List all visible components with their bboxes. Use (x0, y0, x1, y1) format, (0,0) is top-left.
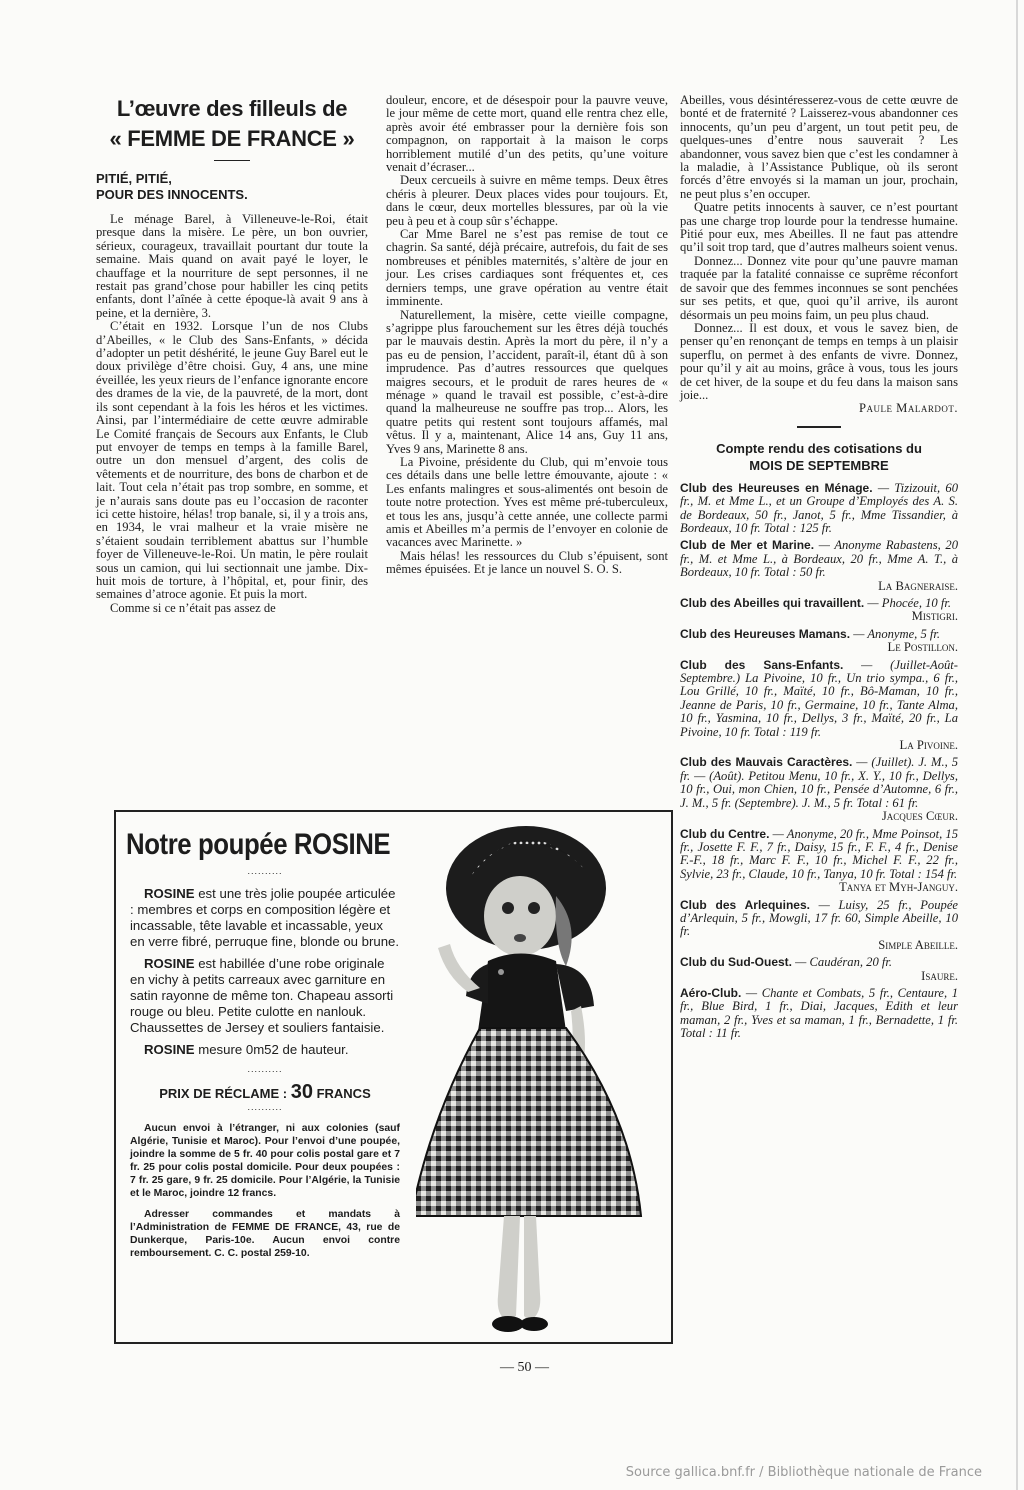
price-unit: FRANCS (316, 1086, 371, 1101)
ad-dots: .......... (247, 1102, 283, 1112)
price-value: 30 (290, 1081, 313, 1103)
cotisation-entry (680, 628, 958, 655)
cotisation-entry (680, 987, 958, 1041)
club-name: Club des Mauvais Caractères. (680, 755, 853, 770)
club-name: Aéro-Club. (680, 985, 742, 1000)
scan-edge (1016, 0, 1018, 1490)
paragraph: Donnez... Donnez vite pour qu’une pauvre maman traquée par la fatalité connaisse ce suprême réconfort de savoir que des femmes inconnues se sont penchées sur ses petits, et que, quoi qu’il arrive, ils auront désormais un peu moins faim, un peu plus chaud. (680, 253, 958, 322)
title-rule (214, 160, 250, 161)
ad-bold-name: ROSINE (144, 1042, 195, 1057)
article-column-1 (96, 94, 368, 615)
club-name: Club des Heureuses Mamans. (680, 626, 851, 641)
club-name: Club des Sans-Enfants. (680, 657, 844, 672)
paragraph: Car Mme Barel ne s’est pas remise de tout ce chagrin. Sa santé, déjà précaire, autrefois, du fait de ses nombreuses et pénibles maternités, s’altère de jour en jour. Les crises cardiaques sont fréquentes et, ces derniers temps, une grave opération au ventre était imminente. (386, 227, 668, 309)
cotisation-entry (680, 828, 958, 895)
club-contributions: — Tizizouit, 60 fr., M. et Mme L., et un Groupe d’Employés des A. S. de Bordeaux, 50 fr., Janot, 5 fr., Mme Tissandier, à Bordeaux, 10 fr. Total : 125 fr. (680, 480, 958, 535)
page-number: — 50 — (500, 1360, 549, 1375)
ad-text-run: est une très jolie poupée articulée : membres et corps en composition légère et incassable, tête lavable et incassable, yeux en verre fibré, perruque fine, blonde ou brune. (130, 886, 400, 949)
club-signature: Simple Abeille. (878, 937, 958, 952)
price-label: PRIX DE RÉCLAME : (159, 1086, 288, 1101)
club-signature: La Bagneraise. (878, 578, 958, 593)
compte-rendu-title (680, 440, 958, 474)
club-contributions: — (Juillet). J. M., 5 fr. — (Août). Petitou Menu, 10 fr., X. Y., 10 fr., Dellys, 10 fr., Oui, mon Chien, 10 fr., Pensée d’Automne, 6 fr., J. M., 5 fr. (Septembre). J. M., 5 fr. Total : 61 fr. (680, 755, 958, 810)
ad-paragraph (130, 1042, 400, 1058)
club-signature: Jacques Cœur. (881, 809, 958, 824)
cotisation-entry (680, 899, 958, 953)
club-signature: Isaure. (921, 968, 958, 983)
doll-photo (416, 816, 666, 1338)
paragraph: Abeilles, vous désintéresserez-vous de cette œuvre de bonté et de fraternité ? Laisserez-vous abandonner ces innocents, qu’un peu d’argent, un tout petit peu, de quelques-unes d’entre nous sauverait ? Les abandonner, vous savez bien que c’est les condamner à la maladie, à l’Assistance Publique, où ils seront forcés d’être envoyés si la maman un jour, prochain, ne peut plus s’en occuper. (680, 93, 958, 201)
paragraph: Deux cercueils à suivre en même temps. Deux êtres chéris à pleurer. Deux places vides pour toujours. Et, dans le cœur, deux mortelles blessures, par où la vie peu à peu et à coup sûr s’échappe. (386, 173, 668, 228)
paragraph: Quatre petits innocents à sauver, ce n’est pourtant pas une charge trop lourde pour la tendresse humaine. Pitié pour eux, mes Abeilles. Il ne faut pas attendre qu’il soit trop tard, que d’autres malheurs soient venus. (680, 200, 958, 255)
ad-price (130, 1081, 400, 1103)
source-credit: Source gallica.bnf.fr / Bibliothèque nationale de France (625, 1465, 982, 1480)
ad-dots: .......... (247, 866, 283, 876)
article-subtitle (96, 171, 368, 203)
ad-text (126, 826, 400, 1268)
section-rule (797, 426, 841, 428)
subtitle-line-2: POUR DES INNOCENTS. (96, 187, 248, 202)
club-contributions: — Phocée, 10 fr. (864, 596, 952, 610)
ad-paragraph (130, 956, 400, 1036)
cotisation-entry (680, 756, 958, 823)
cotisation-entry (680, 539, 958, 593)
title-line-1: L’œuvre des filleuls de (116, 96, 348, 121)
title-line-2: « FEMME DE FRANCE » (109, 126, 355, 151)
cotisation-entry (680, 956, 958, 983)
cotisations-list (680, 482, 958, 1041)
ad-dots: .......... (247, 1064, 283, 1074)
club-contributions: — Chante et Combats, 5 fr., Centaure, 1 fr., Blue Bird, 1 fr., Diai, Jacques, Edith et leur maman, 2 fr., Yves et sa maman, 1 fr., Bernadette, 1 fr. Total : 11 fr. (680, 985, 958, 1041)
club-signature: La Pivoine. (899, 738, 958, 753)
ad-text-run: est habillée d’une robe originale en vichy à petits carreaux avec garniture en satin rayonne de même ton. Chapeau assorti rouge ou bleu. Petite culotte en nanlouk. Chaussettes de Jersey et souliers fantaisie. (130, 956, 394, 1035)
paragraph: La Pivoine, présidente du Club, qui m’envoie tous ces détails dans une belle lettre émouvante, ajoute : « Les enfants malingres et sous-alimentés ont besoin de toute notre protection. Yves est même pré-tuberculeux, et tous les ans, jusqu’à cette année, une collecte parmi amis et Abeilles m’a permis de l’envoyer en colonie de vacances avec Marinette. » (386, 454, 668, 550)
club-contributions: — Luisy, 25 fr., Poupée d’Arlequin, 5 fr., Mowgli, 17 fr. 60, Simple Abeille, 10 fr. (680, 897, 958, 939)
ad-bold-name: ROSINE (144, 886, 195, 901)
cotisation-entry (680, 597, 958, 624)
paragraph: Comme si ce n’était pas assez de (110, 600, 276, 615)
club-name: Club des Arlequines. (680, 897, 810, 912)
paragraph: douleur, encore, et de désespoir pour la pauvre veuve, le jour même de cette mort, quand elle rentra chez elle, après avoir été embrasser pour la dernière fois son compagnon, on rapportait à la maison le corps horriblement mutilé d’un des petits, qu’une voiture venait d’écraser... (386, 93, 668, 175)
article-column-2 (386, 94, 668, 577)
club-name: Club des Heureuses en Ménage. (680, 480, 873, 495)
ad-title: Notre poupée ROSINE (126, 828, 391, 861)
ad-order-note: Adresser commandes et mandats à l’Administration de FEMME DE FRANCE, 43, rue de Dunkerque, Paris-10e. Aucun envoi contre remboursement. C. C. postal 259-10. (130, 1209, 400, 1259)
club-name: Club des Abeilles qui travaillent. (680, 596, 865, 610)
paragraph: Le ménage Barel, à Villeneuve-le-Roi, était presque dans la misère. Le père, un bon ouvrier, sérieux, courageux, travaillait pourtant dur toute la semaine. Mais quand on avait payé le loyer, le chauffage et la nourriture de sept personnes, il ne restait pas grand’chose pour habiller les cinq petits enfants, dont l’aînée à cette époque-là avait 9 ans à peine, et la dernière, 3. (96, 212, 368, 320)
club-contributions: — (Juillet-Août-Septembre.) La Pivoine, 10 fr., Un trio sympa., 6 fr., Lou Grillé, 10 fr., Maïté, 10 fr., Bô-Maman, 10 fr., Jeanne de Paris, 10 fr., Germaine, 10 fr., Tante Alma, 10 fr., Yasmina, 10 fr., Dellys, 3 fr., Maïté, 20 fr., La Pivoine, 10 fr. Total : 119 fr. (680, 657, 958, 739)
compte-rendu-title-line-2: MOIS DE SEPTEMBRE (749, 457, 889, 473)
ad-shipping-note: Aucun envoi à l’étranger, ni aux colonies (sauf Algérie, Tunisie et Maroc). Pour l’envoi d’une poupée, joindre la somme de 5 fr. 40 pour colis postal gare et 7 fr. 25 pour colis postal domicile. Pour deux poupées : 7 fr. 25 gare, 9 fr. 25 domicile. Pour l’Algérie, la Tunisie et le Maroc, joindre 12 francs. (130, 1123, 400, 1199)
paragraph: Mais hélas! les ressources du Club s’épuisent, sont mêmes épuisées. Et je lance un nouvel S. O. S. (386, 548, 668, 577)
club-name: Club du Centre. (680, 826, 770, 841)
paragraph: Naturellement, la misère, cette vieille compagne, s’agrippe plus farouchement sur les êtres déjà touchés par le mauvais destin. Après la mort du père, il n’y a pas eu de pension, l’accident, paraît-il, étant dû à son imprudence. Pas d’autres ressources que quelques maigres secours, et le produit de rares heures de « ménage » quand le travail est possible, c’est-à-dire quand la malheureuse ne souffre pas trop... Alors, les quatre petits qui restent sont toujours affamés, mal vêtus. Il y a, maintenant, Alice 14 ans, Guy 11 ans, Yves 9 ans, Marinette 8 ans. (386, 307, 668, 456)
cotisation-entry (680, 482, 958, 536)
club-contributions: — Anonyme, 20 fr., Mme Poinsot, 15 fr., Josette F. F., 7 fr., Daisy, 15 fr., F. F., 4 fr., Denise F.-F., 18 fr., Marc F. F., 10 fr., Michel F. F., 22 fr., Sylvie, 23 fr., Claude, 10 fr., Tanya, 10 fr. Total : 154 fr. (680, 826, 958, 881)
subtitle-line-1: PITIÉ, PITIÉ, (96, 171, 172, 186)
ad-bold-name: ROSINE (144, 956, 195, 971)
article-column-3 (680, 94, 958, 1045)
club-signature: Le Postillon. (887, 640, 958, 655)
club-contributions: — Anonyme, 5 fr. (850, 626, 941, 641)
article-title (96, 94, 368, 154)
article-signature: Paule Malardot. (859, 401, 958, 416)
ad-text-run: mesure 0m52 de hauteur. (194, 1042, 349, 1057)
club-contributions: — Anonyme Rabastens, 20 fr., M. et Mme L., à Bordeaux, 20 fr., Mme A. T., à Bordeaux, 10 fr. Total : 50 fr. (680, 538, 958, 580)
paragraph: Donnez... Il est doux, et vous le savez bien, de penser qu’en renonçant de temps en temps à un plaisir superflu, on permet à des enfants de vivre. Donnez, pour qu’il y ait au moins, grâce à vous, tous les jours de cet hiver, de la soupe et du feu dans la maison sans joie... (680, 320, 958, 402)
club-signature: Mistigri. (911, 609, 958, 624)
club-name: Club du Sud-Ouest. (680, 955, 792, 970)
paragraph: C’était en 1932. Lorsque l’un de nos Clubs d’Abeilles, « le Club des Sans-Enfants, » décida d’adopter un petit déshérité, le jeune Guy Barel eut le doux privilège d’être choisi. Guy, 4 ans, une mine éveillée, les yeux rieurs de l’enfance ignorante encore des drames de la vie, de la pauvreté, de la mort, dont ils sont cependant à la fois les héros et les victimes. Ainsi, par l’intermédiaire de cette œuvre admirable Le Comité français de Secours aux Enfants, le Club put envoyer de temps en temps à la famille Barel, outre un don mensuel d’argent, des colis de vêtements et de nourriture, des bons de charbon et de lait. Tout cela n’était pas trop sombre, en somme, et je n’aurais sans doute pas eu l’occasion de raconter ici cette histoire, hélas! trop banale, si, il y a trois ans, en 1934, le vrai malheur et la vraie misère ne s’étaient soudain terriblement abattus sur l’humble foyer de Villeneuve-le-Roi. Un matin, le père roulait sous un camion, qui lui sectionnait une jambe. Dix-huit mois de torture, à l’hôpital, et, pour finir, des semaines d’atroce agonie. Et puis la mort. (96, 319, 368, 602)
cotisation-entry (680, 659, 958, 753)
compte-rendu-title-line-1: Compte rendu des cotisations du (716, 440, 922, 456)
club-signature: Tanya et Myh-Janguy. (839, 880, 958, 895)
club-contributions: — Caudéran, 20 fr. (792, 955, 893, 970)
ad-paragraph (130, 886, 400, 950)
doll-advertisement (114, 810, 673, 1344)
club-name: Club de Mer et Marine. (680, 538, 815, 553)
